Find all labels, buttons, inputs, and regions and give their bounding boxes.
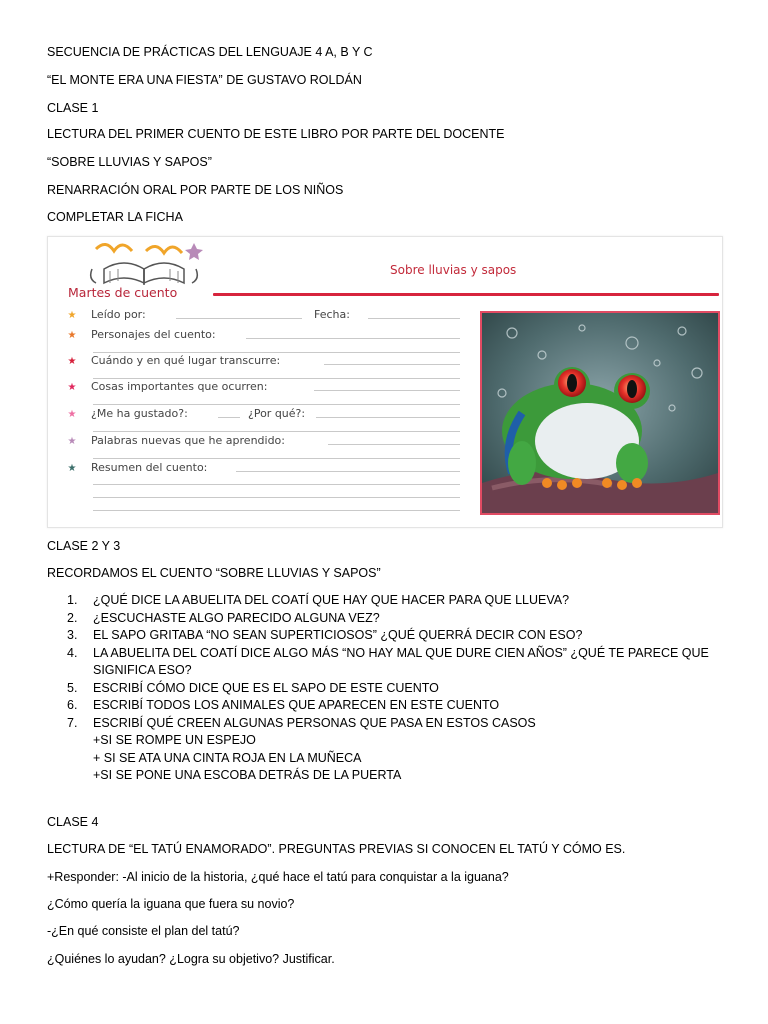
clase23-intro: RECORDAMOS EL CUENTO “SOBRE LLUVIAS Y SAPOS”	[47, 566, 381, 580]
resumen-label: Resumen del cuento:	[91, 461, 208, 474]
row-palabras	[66, 434, 285, 450]
case-item: +SI SE PONE UNA ESCOBA DETRÁS DE LA PUERTA	[93, 768, 402, 782]
star-icon: ★	[67, 409, 77, 420]
gustado-blank[interactable]	[218, 417, 240, 418]
cuando-blank-2[interactable]	[93, 378, 460, 379]
star-icon: ★	[67, 436, 77, 447]
por-que-label: ¿Por qué?:	[248, 407, 306, 420]
star-icon: ★	[67, 356, 77, 367]
document-title: SECUENCIA DE PRÁCTICAS DEL LENGUAJE 4 A, B Y C	[47, 45, 373, 59]
cuando-label: Cuándo y en qué lugar transcurre:	[91, 354, 281, 367]
palabras-blank[interactable]	[328, 444, 460, 445]
worksheet-section-label: Martes de cuento	[68, 285, 178, 300]
cosas-blank-2[interactable]	[93, 404, 460, 405]
open-book-logo-icon	[84, 239, 224, 289]
gustado-blank-2[interactable]	[93, 431, 460, 432]
row-cuando	[66, 354, 280, 370]
resumen-blank-4[interactable]	[93, 510, 460, 511]
fecha-label: Fecha:	[314, 308, 350, 321]
resumen-blank-3[interactable]	[93, 497, 460, 498]
star-icon: ★	[67, 310, 77, 321]
list-item: 1. ¿QUÉ DICE LA ABUELITA DEL COATÍ QUE HAY QUE HACER PARA QUE LLUEVA?	[67, 593, 570, 607]
clase4-question-2: ¿Cómo quería la iguana que fuera su novio?	[47, 897, 295, 911]
list-item: 3. EL SAPO GRITABA “NO SEAN SUPERTICIOSOS” ¿QUÉ QUERRÁ DECIR CON ESO?	[67, 628, 583, 642]
worksheet-card	[47, 236, 723, 528]
clase1-activity: LECTURA DEL PRIMER CUENTO DE ESTE LIBRO POR PARTE DEL DOCENTE	[47, 127, 505, 141]
clase23-heading: CLASE 2 Y 3	[47, 539, 121, 553]
case-item: + SI SE ATA UNA CINTA ROJA EN LA MUÑECA	[93, 750, 362, 765]
list-item: 2. ¿ESCUCHASTE ALGO PARECIDO ALGUNA VEZ?	[67, 610, 380, 625]
book-title: “EL MONTE ERA UNA FIESTA” DE GUSTAVO ROLDÁN	[47, 73, 362, 87]
gustado-label: ¿Me ha gustado?:	[91, 407, 188, 420]
story-name: “SOBRE LLUVIAS Y SAPOS”	[47, 155, 212, 169]
list-item: 6. ESCRIBÍ TODOS LOS ANIMALES QUE APARECEN EN ESTE CUENTO	[67, 698, 500, 712]
fecha-blank[interactable]	[368, 318, 460, 319]
clase1-renarracion: RENARRACIÓN ORAL POR PARTE DE LOS NIÑOS	[47, 183, 344, 197]
star-icon: ★	[67, 382, 77, 393]
list-item: 5. ESCRIBÍ CÓMO DICE QUE ES EL SAPO DE ESTE CUENTO	[67, 680, 439, 695]
leido-label: Leído por:	[91, 308, 146, 321]
question-list	[47, 592, 733, 785]
resumen-blank[interactable]	[236, 471, 460, 472]
row-personajes	[66, 328, 216, 344]
por-que-blank[interactable]	[316, 417, 460, 418]
personajes-label: Personajes del cuento:	[91, 328, 216, 341]
row-resumen	[66, 461, 207, 477]
frog-illustration	[480, 311, 720, 515]
star-icon: ★	[67, 330, 77, 341]
clase4-question-1: +Responder: -Al inicio de la historia, ¿qué hace el tatú para conquistar a la iguana?	[47, 870, 509, 884]
case-item: +SI SE ROMPE UN ESPEJO	[93, 733, 256, 747]
clase4-intro: LECTURA DE “EL TATÚ ENAMORADO”. PREGUNTAS PREVIAS SI CONOCEN EL TATÚ Y CÓMO ES.	[47, 842, 626, 856]
cosas-blank[interactable]	[314, 390, 460, 391]
header-divider	[213, 293, 719, 296]
clase4-heading: CLASE 4	[47, 815, 99, 829]
palabras-blank-2[interactable]	[93, 458, 460, 459]
cuando-blank[interactable]	[324, 364, 460, 365]
star-icon: ★	[67, 463, 77, 474]
row-cosas	[66, 380, 267, 396]
personajes-blank-2[interactable]	[93, 352, 460, 353]
clase1-ficha: COMPLETAR LA FICHA	[47, 210, 183, 224]
worksheet-story-title: Sobre lluvias y sapos	[390, 263, 517, 277]
clase4-question-4: ¿Quiénes lo ayudan? ¿Logra su objetivo? Justificar.	[47, 952, 335, 966]
personajes-blank[interactable]	[246, 338, 460, 339]
row-gustado	[66, 407, 188, 423]
cosas-label: Cosas importantes que ocurren:	[91, 380, 268, 393]
list-item: 7. ESCRIBÍ QUÉ CREEN ALGUNAS PERSONAS QUE PASA EN ESTOS CASOS +SI SE ROMPE UN ESPEJO + SI SE ATA UNA CINTA ROJA EN LA MUÑECA +SI SE PONE UNA ESCOBA DETRÁS DE LA PUERTA	[93, 715, 733, 785]
palabras-label: Palabras nuevas que he aprendido:	[91, 434, 285, 447]
leido-blank[interactable]	[176, 318, 302, 319]
resumen-blank-2[interactable]	[93, 484, 460, 485]
row-leido	[66, 308, 146, 324]
clase4-question-3: -¿En qué consiste el plan del tatú?	[47, 924, 240, 938]
frog-icon	[482, 313, 718, 513]
clase1-heading: CLASE 1	[47, 101, 99, 115]
list-item: 4. LA ABUELITA DEL COATÍ DICE ALGO MÁS “NO HAY MAL QUE DURE CIEN AÑOS” ¿QUÉ TE PARECE QUE SIGNIFICA ESO?	[67, 645, 709, 677]
